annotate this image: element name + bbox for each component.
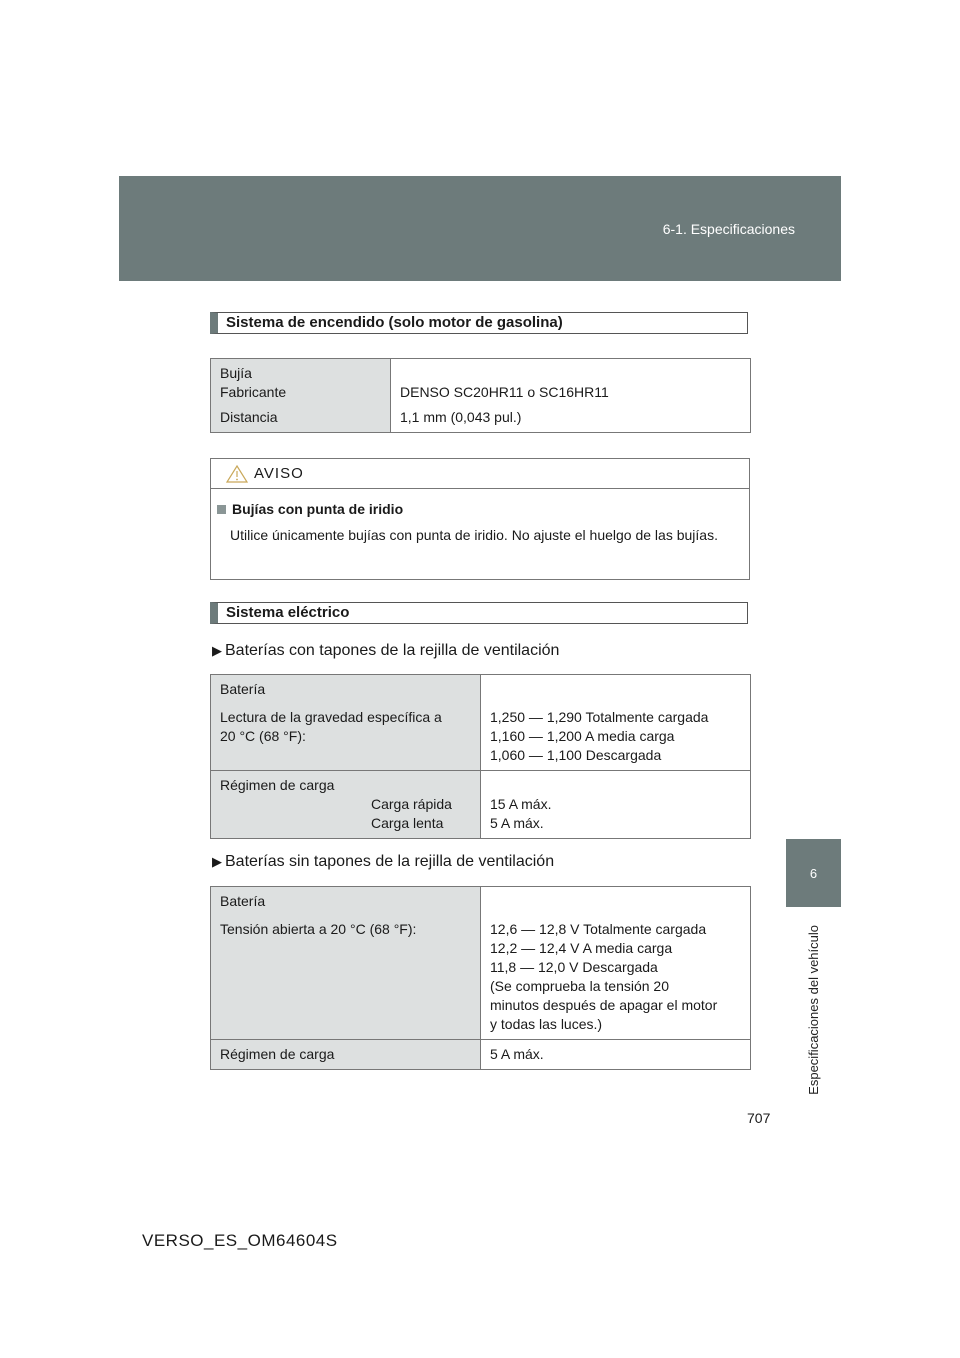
chapter-tab: [786, 839, 841, 907]
gap-value: 1,1 mm (0,043 pul.): [400, 409, 522, 425]
table-row: [211, 771, 751, 839]
sealed-battery-table: [210, 886, 751, 1070]
battery-label: Batería: [220, 893, 266, 909]
triangle-arrow-icon: ▶: [212, 854, 222, 869]
notice-text: Utilice únicamente bujías con punta de iridio. No ajuste el huelgo de las bujías.: [230, 527, 718, 543]
slow-charge-value: 5 A máx.: [490, 815, 544, 831]
spark-plug-value-cell: [391, 359, 751, 433]
notice-header: [211, 459, 749, 489]
electrical-heading: Sistema eléctrico: [210, 602, 748, 624]
gravity-full: 1,250 — 1,290 Totalmente cargada: [490, 709, 709, 725]
voltage-full: 12,6 — 12,8 V Totalmente cargada: [490, 921, 707, 937]
notice-subtitle: Bujías con punta de iridio: [232, 501, 404, 517]
manufacturer-label: Fabricante: [220, 384, 287, 400]
charge-rate-value-cell: 5 A máx.: [481, 1040, 751, 1070]
header-band: [119, 176, 841, 281]
battery-label-cell: [211, 675, 481, 771]
manufacturer-value: DENSO SC20HR11 o SC16HR11: [400, 384, 609, 400]
voltage-label-cell: [211, 887, 481, 1040]
notice-title: AVISO: [254, 465, 304, 482]
gravity-label-line2: 20 °C (68 °F):: [220, 728, 306, 744]
warning-icon: [226, 465, 248, 483]
page-number: 707: [747, 1110, 771, 1126]
table-row: [211, 675, 751, 771]
gravity-value-cell: [481, 675, 751, 771]
charge-rate-value-cell: [481, 771, 751, 839]
document-code: VERSO_ES_OM64604S: [142, 1231, 338, 1250]
battery-label: Batería: [220, 681, 266, 697]
vented-battery-title: Baterías con tapones de la rejilla de ventilación: [225, 642, 560, 659]
vented-battery-table: [210, 674, 751, 839]
charge-rate-label-cell: Régimen de carga: [211, 1040, 481, 1070]
charge-rate-label-cell: [211, 771, 481, 839]
voltage-note-line1: (Se comprueba la tensión 20: [490, 978, 669, 994]
open-voltage-label: Tensión abierta a 20 °C (68 °F):: [220, 921, 417, 937]
voltage-note-line3: y todas las luces.): [490, 1016, 603, 1032]
quick-charge-value: 15 A máx.: [490, 796, 552, 812]
voltage-discharged: 11,8 — 12,0 V Descargada: [490, 959, 658, 975]
spark-plug-label: Bujía: [220, 365, 252, 381]
slow-charge-label: Carga lenta: [371, 815, 444, 831]
section-title: 6-1. Especificaciones: [662, 221, 795, 237]
voltage-note-line2: minutos después de apagar el motor: [490, 997, 718, 1013]
notice-subtitle-row: [217, 501, 749, 517]
triangle-arrow-icon: ▶: [212, 643, 222, 658]
quick-charge-label: Carga rápida: [371, 796, 452, 812]
charge-rate-label: Régimen de carga: [220, 777, 335, 793]
chapter-label: Especificaciones del vehículo: [806, 924, 821, 1095]
gravity-label-line1: Lectura de la gravedad específica a: [220, 709, 442, 725]
gap-label: Distancia: [220, 409, 278, 425]
sealed-battery-title: Baterías sin tapones de la rejilla de ventilación: [225, 853, 555, 870]
chapter-number: 6: [809, 865, 818, 881]
chapter-side-label: [786, 912, 841, 1107]
vented-battery-title-row: [212, 642, 559, 660]
notice-box: [210, 458, 750, 580]
voltage-half: 12,2 — 12,4 V A media carga: [490, 940, 673, 956]
voltage-value-cell: [481, 887, 751, 1040]
gravity-half: 1,160 — 1,200 A media carga: [490, 728, 675, 744]
table-row: [211, 359, 751, 433]
table-row: [211, 887, 751, 1040]
spark-plug-label-cell: [211, 359, 391, 433]
table-row: [211, 1040, 751, 1070]
ignition-heading: Sistema de encendido (solo motor de gasolina): [210, 312, 748, 334]
ignition-table: [210, 358, 751, 433]
square-bullet-icon: [217, 505, 226, 514]
gravity-discharged: 1,060 — 1,100 Descargada: [490, 747, 662, 763]
sealed-battery-title-row: [212, 853, 554, 871]
